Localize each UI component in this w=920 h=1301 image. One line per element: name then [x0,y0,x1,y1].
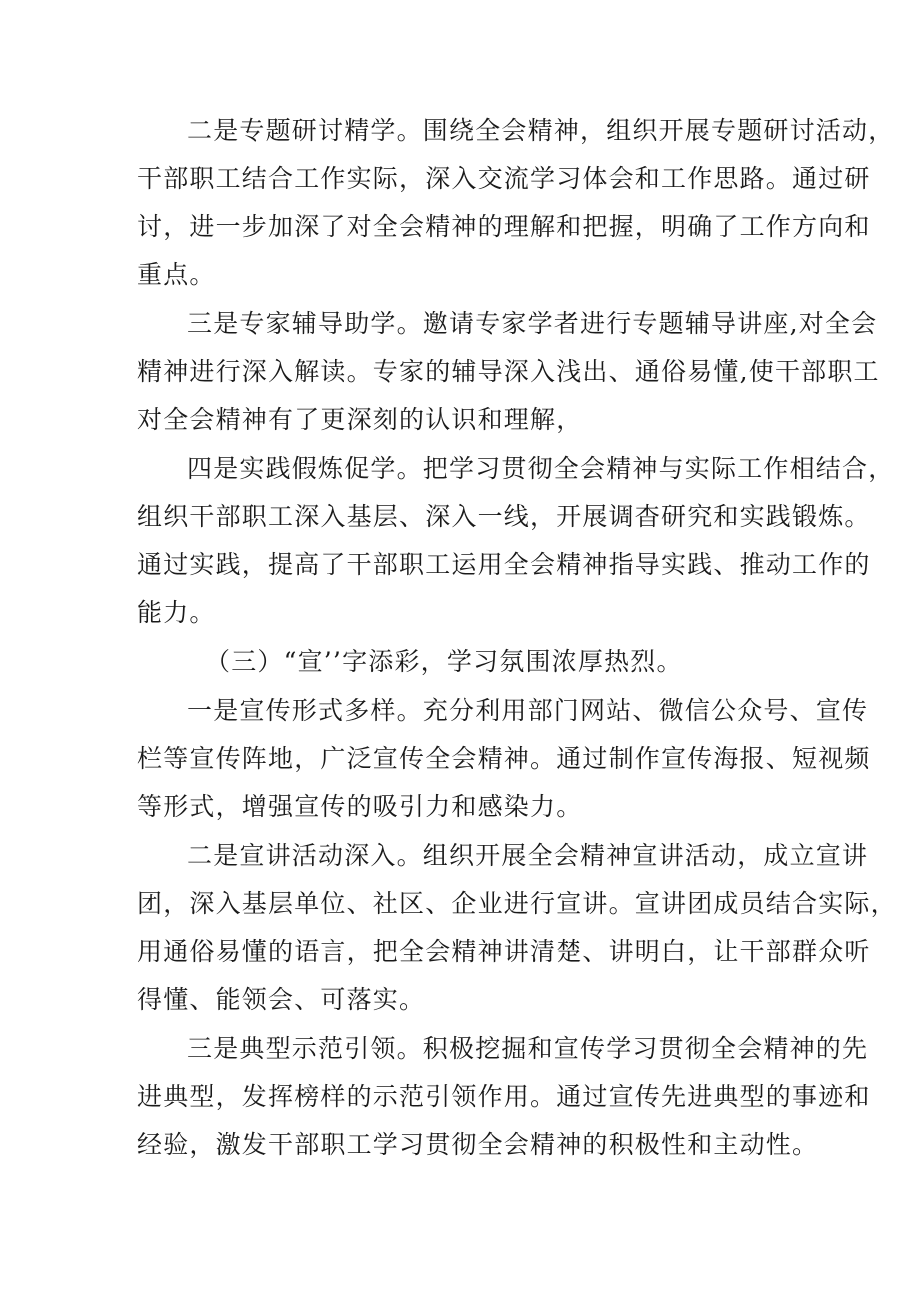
text-line: 组织干部职工深入基层、深入一线，开展调杳研究和实践锻炼。 [137,502,871,531]
text-line: 重点。 [137,260,216,289]
text-line: 对全会精神有了更深刻的认识和理解， [137,405,583,434]
section-heading-text: （三）“宣’’字添彩，学习氛围浓厚热烈。 [205,647,683,676]
text-line: 四是实践假炼促学。把学习贯彻全会精神与实际工作相结合， [187,454,895,483]
text-line: 二是专题研讨精学。围绕全会精神，组织开展专题研讨活动， [187,116,895,145]
text-line: 栏等宣传阵地，广泛宣传全会精神。通过制作宣传海报、短视频 [137,744,871,773]
text-line: 团，深入基层单位、社区、企业进行宣讲。宣讲团成员结合实际， [137,889,897,918]
text-line: 精神进行深入解读。专家的辅导深入浅出、通俗易懂,使干部职工 [137,357,880,386]
text-line: 等形式，增强宣传的吸引力和感染力。 [137,792,583,821]
text-line: 用通俗易懂的语言，把全会精神讲清楚、讲明白，让干部群众听 [137,937,871,966]
text-line: 干部职工结合工作实际，深入交流学习体会和工作思路。通过研 [137,164,871,193]
text-line: 三是专家辅导助学。邀请专家学者进行专题辅导讲座,对全会 [187,309,878,338]
text-line: 经验，激发干部职工学习贯彻全会精神的积极性和主动性。 [137,1130,819,1159]
text-line: 能力。 [137,598,216,627]
text-line: 二是宣讲活动深入。组织开展全会精神宣讲活动，成立宣讲 [187,841,869,870]
text-line: 一是宣传形式多样。充分利用部门网站、微信公众号、宣传 [187,696,869,725]
text-line: 得懂、能领会、可落实。 [137,985,426,1014]
text-line: 讨，进一步加深了对全会精神的理解和把握，明确了工作方向和 [137,212,871,241]
text-line: 通过实践，提高了干部职工运用全会精神指导实践、推动工作的 [137,550,871,579]
text-line: 三是典型示范引领。积极挖掘和宣传学习贯彻全会精神的先 [187,1034,869,1063]
text-line: 进典型，发挥榜样的示范引领作用。通过宣传先进典型的事迹和 [137,1082,871,1111]
